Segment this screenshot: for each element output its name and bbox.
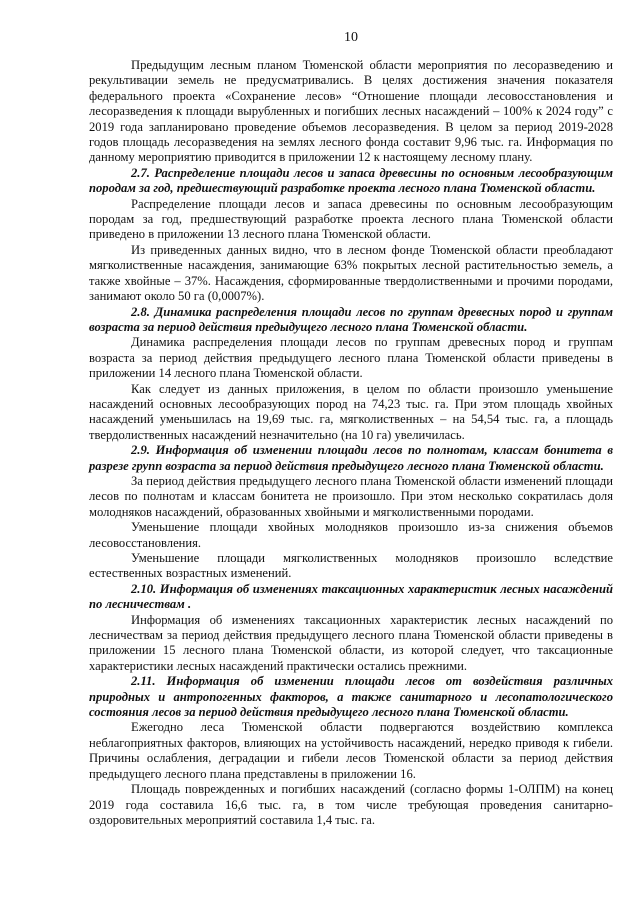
paragraph-reforestation: Предыдущим лесным планом Тюменской области мероприятия по лесоразведению и рекультивации земель не предусматривались. В целях достижения значения показателя федерального проекта «Сохранение лесов» “Отношение площади лесовосстановления и лесоразведения к площади вырубленных и погибших лесных насаждений – 100% к 2024 году” с 2019 года запланировано проведение объемов лесоразведения. В целом за период 2019-2028 годов площадь лесоразведения на землях лесного фонда составит 9,96 тыс. га. Информация по данному мероприятию приводится в приложении 12 к настоящему лесному плану. (89, 58, 613, 165)
paragraph-taxation: Информация об изменениях таксационных характеристик лесных насаждений по лесничествам за период действия предыдущего лесного плана Тюменской области приведены в приложении 15 лесного плана Тюменской области, из которой следует, что таксационные характеристики лесных насаждений практически остались прежними. (89, 612, 613, 673)
section-heading-2-8: 2.8. Динамика распределения площади лесов по группам древесных пород и группам возраста за период действия предыдущего лесного плана Тюменской области. (89, 304, 613, 334)
paragraph-coniferous-young: Уменьшение площади хвойных молодняков произошло из-за снижения объемов лесовосстановления. (89, 520, 613, 550)
paragraph-softwood-dominance: Из приведенных данных видно, что в лесном фонде Тюменской области преобладают мягколиственные насаждения, занимающие 63% покрытых лесной растительностью земель, а также хвойные – 37%. Насаждения, сформированные твердолиственными и прочими породами, занимают около 50 га (0,0007%). (89, 242, 613, 304)
document-body (89, 58, 613, 828)
paragraph-softwood-young: Уменьшение площади мягколиственных молодняков произошло вследствие естественных возрастных изменений. (89, 551, 613, 581)
section-heading-2-7: 2.7. Распределение площади лесов и запаса древесины по основным лесообразующим породам за год, предшествующий разработке проекта лесного плана Тюменской области. (89, 165, 613, 196)
section-heading-2-9: 2.9. Информация об изменении площади лесов по полнотам, классам бонитета в разрезе групп возраста за период действия предыдущего лесного плана Тюменской области. (89, 443, 613, 473)
page-number: 10 (344, 30, 358, 45)
paragraph-damaged-area: Площадь поврежденных и погибших насаждений (согласно формы 1-ОЛПМ) на конец 2019 года составила 16,6 тыс. га, в том числе требующая проведения санитарно-оздоровительных мероприятий составила 1,4 тыс. га. (89, 782, 613, 827)
section-heading-2-10: 2.10. Информация об изменениях таксационных характеристик лесных насаждений по лесничествам . (89, 581, 613, 612)
paragraph-dynamics: Динамика распределения площади лесов по группам древесных пород и группам возраста за период действия предыдущего лесного плана Тюменской области приведены в приложении 14 лесного плана Тюменской области. (89, 335, 613, 381)
paragraph-distribution: Распределение площади лесов и запаса древесины по основным лесообразующим породам за год, предшествующий разработке проекта лесного плана Тюменской области приведено в приложении 13 лесного плана Тюменской области. (89, 196, 613, 242)
section-heading-2-11: 2.11. Информация об изменении площади лесов от воздействия различных природных и антропогенных факторов, а также санитарного и лесопатологического состояния лесов за период действия предыдущего лесного плана Тюменской области. (89, 674, 613, 720)
paragraph-density-changes: За период действия предыдущего лесного плана Тюменской области изменений площади лесов по полнотам и классам бонитета не произошло. При этом несколько сократилась доля молодняков насаждений, образованных хвойными и мягколиственными породами. (89, 473, 613, 519)
paragraph-decrease: Как следует из данных приложения, в целом по области произошло уменьшение насаждений основных лесообразующих пород на 74,23 тыс. га. При этом площадь хвойных насаждений уменьшилась на 19,69 тыс. га, мягколиственных – на 54,54 тыс. га, а площадь твердолиственных насаждений незначительно (на 10 га) увеличилась. (89, 381, 613, 442)
paragraph-adverse-factors: Ежегодно леса Тюменской области подвергаются воздействию комплекса неблагоприятных факторов, влияющих на устойчивость насаждений, нередко приводя к гибели. Причины ослабления, деградации и гибели лесов Тюменской области за период действия предыдущего лесного плана представлены в приложении 16. (89, 720, 613, 781)
